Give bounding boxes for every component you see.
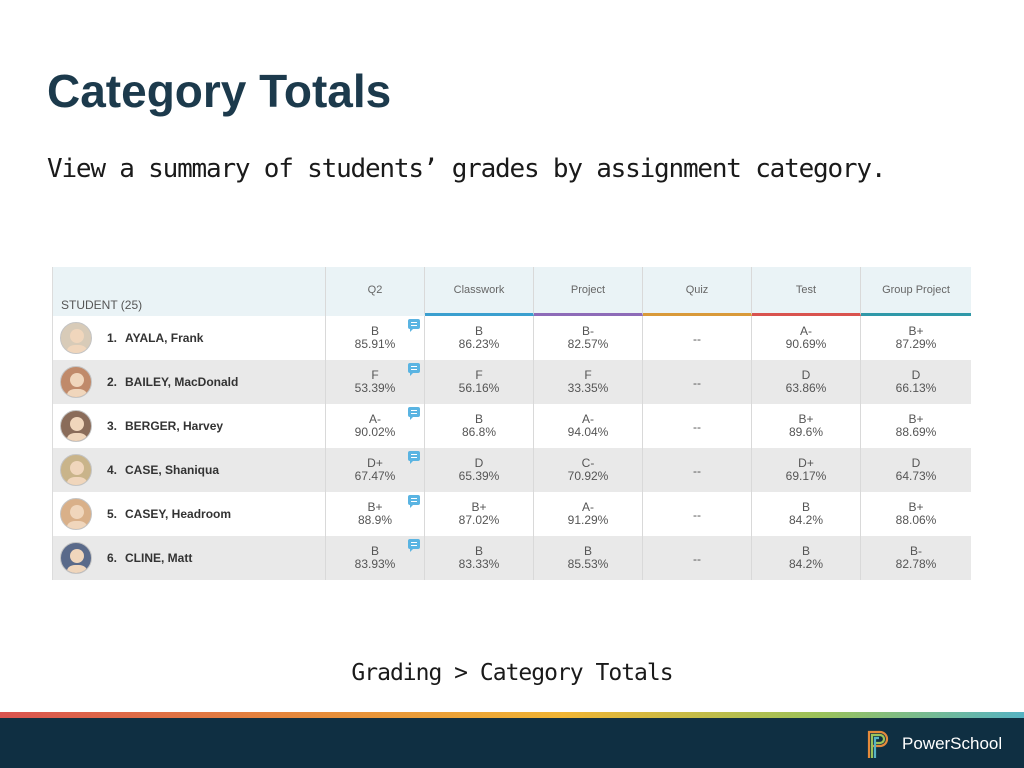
grade-cell-group-project[interactable] [861, 492, 971, 536]
grade-letter: A- [582, 500, 594, 514]
student-count-label: STUDENT (25) [61, 298, 143, 312]
grade-empty: -- [693, 331, 701, 346]
student-name[interactable]: BAILEY, MacDonald [125, 375, 239, 389]
grade-cell-test[interactable] [752, 360, 861, 404]
comment-icon[interactable] [408, 495, 420, 505]
grade-letter: B+ [367, 500, 383, 514]
column-header-classwork[interactable]: Classwork [425, 267, 534, 316]
grade-cell-project[interactable] [534, 316, 643, 360]
student-cell[interactable] [53, 404, 326, 448]
grade-percent: 33.35% [567, 381, 609, 395]
student-number: 3. [107, 419, 118, 433]
grade-percent: 94.04% [567, 425, 609, 439]
student-cell[interactable] [53, 316, 326, 360]
grade-letter: F [584, 368, 592, 382]
table-row [53, 360, 971, 404]
grade-percent: 53.39% [354, 381, 396, 395]
grade-cell-group-project[interactable] [861, 536, 971, 580]
navigation-path-caption: Grading > Category Totals [351, 660, 673, 686]
grade-letter: D [911, 368, 921, 382]
grade-cell-classwork[interactable] [425, 492, 534, 536]
student-number: 2. [107, 375, 118, 389]
grade-percent: 87.02% [458, 513, 500, 527]
grade-cell-group-project[interactable] [861, 448, 971, 492]
powerschool-logo-icon [866, 729, 890, 759]
grade-cell-q2[interactable] [326, 536, 425, 580]
avatar [60, 366, 92, 398]
grade-percent: 90.69% [785, 337, 827, 351]
grade-cell-quiz[interactable] [643, 448, 752, 492]
grade-cell-test[interactable] [752, 404, 861, 448]
student-name[interactable]: CLINE, Matt [125, 551, 193, 565]
grade-cell-group-project[interactable] [861, 404, 971, 448]
grade-cell-classwork[interactable] [425, 404, 534, 448]
grade-cell-quiz[interactable] [643, 360, 752, 404]
grade-cell-quiz[interactable] [643, 492, 752, 536]
column-header-project[interactable]: Project [534, 267, 643, 316]
student-cell[interactable] [53, 360, 326, 404]
grade-letter: D+ [798, 456, 814, 470]
student-cell[interactable] [53, 536, 326, 580]
grade-letter: B [370, 324, 379, 338]
grade-letter: B [583, 544, 592, 558]
grade-letter: D [801, 368, 811, 382]
column-header-test[interactable]: Test [752, 267, 861, 316]
grade-percent: 86.8% [461, 425, 497, 439]
grade-percent: 82.57% [567, 337, 609, 351]
grade-letter: B [370, 544, 379, 558]
grade-percent: 66.13% [895, 381, 937, 395]
column-header-group-project[interactable]: Group Project [861, 267, 971, 316]
grade-cell-quiz[interactable] [643, 404, 752, 448]
grade-letter: B [801, 544, 810, 558]
avatar [60, 542, 92, 574]
grade-percent: 69.17% [785, 469, 827, 483]
avatar [60, 498, 92, 530]
grade-percent: 86.23% [458, 337, 500, 351]
grade-cell-classwork[interactable] [425, 360, 534, 404]
grade-letter: D [474, 456, 484, 470]
grade-percent: 83.33% [458, 557, 500, 571]
grade-cell-group-project[interactable] [861, 316, 971, 360]
avatar [60, 454, 92, 486]
grade-letter: A- [582, 412, 594, 426]
slide-subtitle: View a summary of students’ grades by assignment category. [47, 154, 886, 184]
grade-letter: B [474, 324, 483, 338]
grade-empty: -- [693, 375, 701, 390]
student-column-header[interactable] [53, 267, 326, 316]
grade-cell-classwork[interactable] [425, 536, 534, 580]
grade-letter: B+ [908, 324, 924, 338]
comment-icon[interactable] [408, 539, 420, 549]
slide-title: Category Totals [47, 65, 392, 117]
table-body [53, 316, 971, 580]
grade-cell-q2[interactable] [326, 316, 425, 360]
table-row [53, 316, 971, 360]
student-cell[interactable] [53, 448, 326, 492]
comment-icon[interactable] [408, 407, 420, 417]
grade-cell-test[interactable] [752, 492, 861, 536]
student-name[interactable]: AYALA, Frank [125, 331, 204, 345]
grade-cell-project[interactable] [534, 536, 643, 580]
column-header-quiz[interactable]: Quiz [643, 267, 752, 316]
grade-percent: 89.6% [788, 425, 824, 439]
grade-letter: B- [910, 544, 922, 558]
grade-letter: B+ [471, 500, 487, 514]
grade-letter: C- [581, 456, 595, 470]
grade-percent: 88.06% [895, 513, 937, 527]
grade-cell-q2[interactable] [326, 492, 425, 536]
grade-cell-group-project[interactable] [861, 360, 971, 404]
grade-empty: -- [693, 507, 701, 522]
grade-percent: 85.91% [354, 337, 396, 351]
table-row [53, 536, 971, 580]
grade-letter: F [475, 368, 483, 382]
grade-cell-q2[interactable] [326, 404, 425, 448]
grade-percent: 67.47% [354, 469, 396, 483]
grade-letter: B- [582, 324, 594, 338]
avatar [60, 322, 92, 354]
student-number: 6. [107, 551, 118, 565]
powerschool-logo-text: PowerSchool [902, 734, 1003, 753]
grade-empty: -- [693, 419, 701, 434]
grade-cell-test[interactable] [752, 448, 861, 492]
grade-cell-test[interactable] [752, 316, 861, 360]
grade-percent: 88.69% [895, 425, 937, 439]
student-number: 5. [107, 507, 118, 521]
grade-cell-classwork[interactable] [425, 316, 534, 360]
comment-icon[interactable] [408, 319, 420, 329]
grade-percent: 63.86% [785, 381, 827, 395]
grade-letter: F [371, 368, 379, 382]
grade-percent: 65.39% [458, 469, 500, 483]
grade-percent: 85.53% [567, 557, 609, 571]
grade-percent: 84.2% [788, 557, 824, 571]
avatar [60, 410, 92, 442]
grade-letter: B+ [908, 500, 924, 514]
grade-percent: 88.9% [357, 513, 393, 527]
grade-cell-quiz[interactable] [643, 536, 752, 580]
grade-letter: D [911, 456, 921, 470]
comment-icon[interactable] [408, 363, 420, 373]
grade-percent: 83.93% [354, 557, 396, 571]
grade-letter: B [474, 544, 483, 558]
grade-percent: 64.73% [895, 469, 937, 483]
grade-cell-project[interactable] [534, 360, 643, 404]
grade-percent: 82.78% [895, 557, 937, 571]
grade-letter: A- [369, 412, 381, 426]
table-header-row [53, 267, 971, 316]
student-cell[interactable] [53, 492, 326, 536]
grade-cell-project[interactable] [534, 492, 643, 536]
grade-cell-q2[interactable] [326, 360, 425, 404]
grade-cell-classwork[interactable] [425, 448, 534, 492]
grade-cell-quiz[interactable] [643, 316, 752, 360]
grade-percent: 56.16% [458, 381, 500, 395]
comment-icon[interactable] [408, 451, 420, 461]
table-row [53, 492, 971, 536]
student-name[interactable]: BERGER, Harvey [125, 419, 224, 433]
student-number: 4. [107, 463, 118, 477]
grade-cell-q2[interactable] [326, 448, 425, 492]
student-name[interactable]: CASEY, Headroom [125, 507, 232, 521]
grade-empty: -- [693, 463, 701, 478]
grade-letter: B [801, 500, 810, 514]
column-header-q2[interactable]: Q2 [326, 267, 425, 316]
grade-percent: 91.29% [567, 513, 609, 527]
grade-percent: 70.92% [567, 469, 609, 483]
student-number: 1. [107, 331, 118, 345]
grade-letter: B [474, 412, 483, 426]
grade-letter: D+ [367, 456, 383, 470]
grade-letter: B+ [798, 412, 814, 426]
grade-percent: 87.29% [895, 337, 937, 351]
grade-empty: -- [693, 551, 701, 566]
table-row [53, 448, 971, 492]
grade-cell-test[interactable] [752, 536, 861, 580]
grade-percent: 90.02% [354, 425, 396, 439]
grade-cell-project[interactable] [534, 448, 643, 492]
table-row [53, 404, 971, 448]
grade-percent: 84.2% [788, 513, 824, 527]
student-name[interactable]: CASE, Shaniqua [125, 463, 220, 477]
category-totals-table [52, 267, 971, 580]
grade-letter: B+ [908, 412, 924, 426]
grade-letter: A- [800, 324, 812, 338]
grade-cell-project[interactable] [534, 404, 643, 448]
